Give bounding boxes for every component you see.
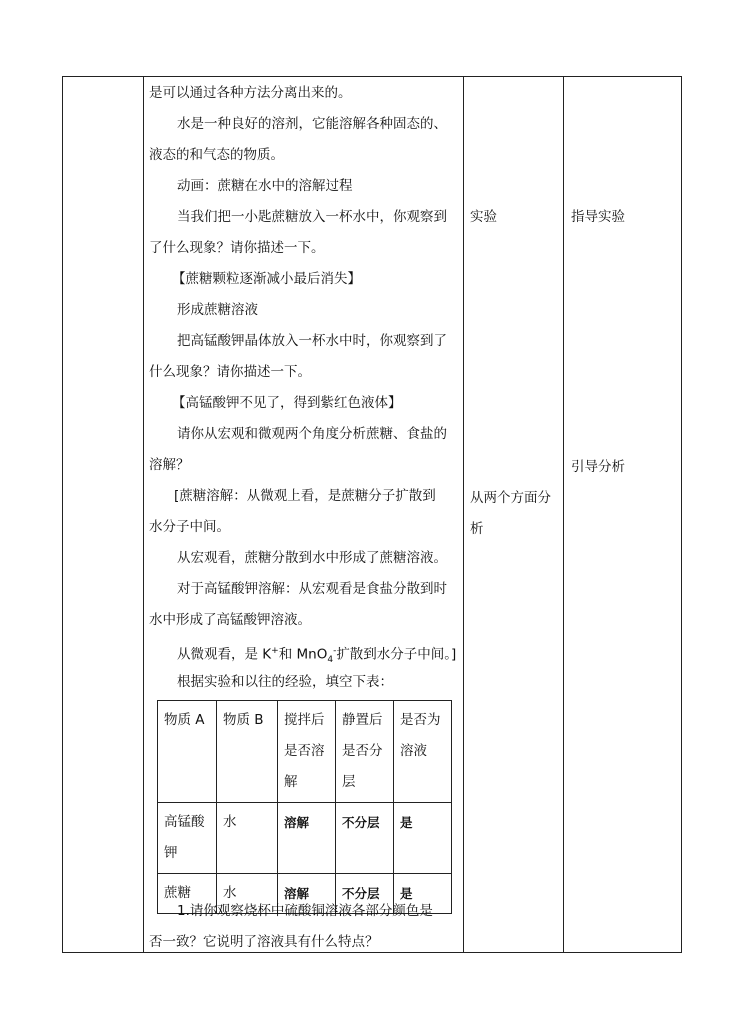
header-text: 是否为 [400, 712, 441, 728]
table-header-cell [336, 701, 394, 803]
header-text: 静置后 [342, 712, 383, 728]
table-cell: 不分层 [336, 803, 394, 874]
table-header-cell [217, 701, 278, 803]
content-line: [蔗糖溶解：从微观上看，是蔗糖分子扩散到 [174, 488, 436, 504]
column-divider-3 [563, 76, 564, 953]
teacher-activity-guide-analysis: 引导分析 [571, 459, 625, 475]
header-text: 是否溶 [284, 743, 325, 759]
micro-suffix: 扩散到水分子中间。] [336, 646, 457, 663]
teacher-activity-guide-experiment: 指导实验 [571, 209, 625, 225]
table-row [158, 803, 452, 874]
header-text: 物质 A [164, 712, 205, 728]
cell-text: 蔗糖 [164, 885, 191, 901]
content-line: 对于高锰酸钾溶解：从宏观看是食盐分散到时 [177, 581, 447, 597]
content-line: 【高锰酸钾不见了，得到紫红色液体】 [172, 395, 402, 411]
content-line: 把高锰酸钾晶体放入一杯水中时，你观察到了 [177, 333, 447, 349]
table-header-row [158, 701, 452, 803]
potassium-charge: + [271, 646, 279, 656]
content-line: 根据实验和以往的经验，填空下表： [177, 674, 393, 690]
content-line: 请你从宏观和微观两个角度分析蔗糖、食盐的 [177, 426, 447, 442]
content-line: 从宏观看，蔗糖分散到水中形成了蔗糖溶液。 [177, 550, 447, 566]
cell-text: 高锰酸 [164, 814, 205, 830]
student-activity-experiment: 实验 [470, 209, 497, 225]
content-line: 水是一种良好的溶剂，它能溶解各种固态的、 [177, 116, 447, 132]
table-cell: 是 [394, 874, 452, 914]
table-cell [158, 803, 217, 874]
solution-table [157, 700, 452, 914]
column-divider-1 [143, 76, 144, 953]
table-cell: 不分层 [336, 874, 394, 914]
content-line: 什么现象？请你描述一下。 [149, 364, 311, 380]
content-line: 形成蔗糖溶液 [177, 302, 258, 318]
permanganate-subscript: 4 [327, 655, 334, 666]
table-cell: 溶解 [278, 803, 336, 874]
content-line: 水分子中间。 [149, 519, 230, 535]
table-cell: 溶解 [278, 874, 336, 914]
content-line: 1.请你观察烧杯中硫酸铜溶液各部分颜色是 [177, 903, 433, 919]
content-line: 溶解？ [149, 457, 190, 473]
content-line: 液态的和气态的物质。 [149, 147, 284, 163]
column-divider-2 [463, 76, 464, 953]
table-cell: 水 [217, 874, 278, 914]
student-activity-analysis: 从两个方面分 [470, 490, 551, 506]
table-header-cell [394, 701, 452, 803]
table-header-cell [278, 701, 336, 803]
content-line: 否一致？它说明了溶液具有什么特点？ [149, 934, 379, 950]
header-text: 溶液 [400, 743, 427, 759]
content-line: 是可以通过各种方法分离出来的。 [149, 85, 352, 101]
table-cell: 是 [394, 803, 452, 874]
micro-analysis-line [177, 641, 456, 670]
cell-text: 钾 [164, 845, 178, 861]
header-text: 是否分 [342, 743, 383, 759]
permanganate-charge: - [333, 646, 337, 656]
header-text: 物质 B [223, 712, 264, 728]
micro-mid: 和 MnO [278, 646, 328, 663]
content-line: 当我们把一小匙蔗糖放入一杯水中，你观察到 [177, 209, 447, 225]
header-text: 层 [342, 774, 356, 790]
header-text: 搅拌后 [284, 712, 325, 728]
table-header-cell [158, 701, 217, 803]
student-activity-analysis: 析 [470, 521, 484, 537]
content-line: 动画：蔗糖在水中的溶解过程 [177, 178, 353, 194]
header-text: 解 [284, 774, 298, 790]
content-line: 了什么现象？请你描述一下。 [149, 240, 325, 256]
micro-prefix: 从微观看，是 K [177, 646, 272, 663]
content-line: 水中形成了高锰酸钾溶液。 [149, 612, 311, 628]
content-line: 【蔗糖颗粒逐渐减小最后消失】 [172, 271, 361, 287]
table-cell: 水 [217, 803, 278, 874]
